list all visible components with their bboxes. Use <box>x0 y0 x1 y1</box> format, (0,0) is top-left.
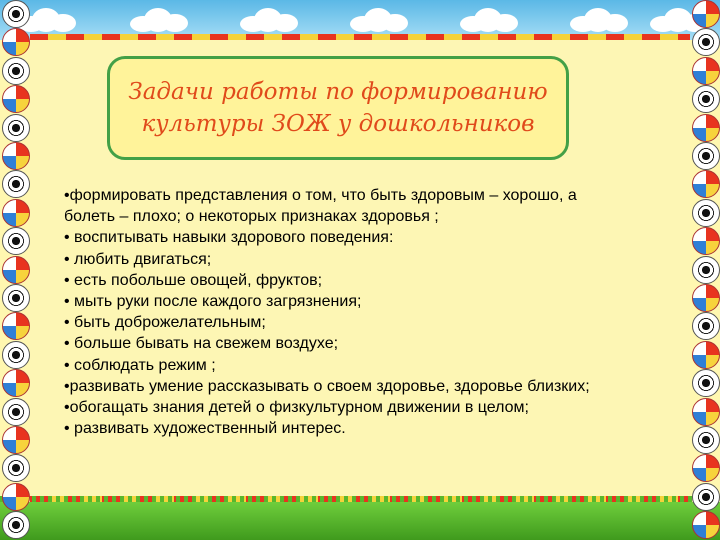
list-item: • соблюдать режим ; <box>64 356 216 374</box>
cloud-icon <box>240 6 300 32</box>
soccer-ball-icon <box>2 0 30 28</box>
beach-ball-icon <box>692 170 720 198</box>
beach-ball-icon <box>2 199 30 227</box>
cloud-icon <box>350 6 410 32</box>
list-item: болеть – плохо; о некоторых признаках здоровья ; <box>64 208 439 226</box>
beach-ball-icon <box>692 341 720 369</box>
soccer-ball-icon <box>692 85 720 113</box>
list-item: • любить двигаться; <box>64 250 212 268</box>
beach-ball-icon <box>692 511 720 539</box>
beach-ball-icon <box>692 284 720 312</box>
list-item: • воспитывать навыки здорового поведения: <box>64 229 394 247</box>
soccer-ball-icon <box>692 312 720 340</box>
beach-ball-icon <box>2 483 30 511</box>
beach-ball-icon <box>2 312 30 340</box>
right-ball-column <box>690 0 720 540</box>
soccer-ball-icon <box>692 426 720 454</box>
beach-ball-icon <box>2 369 30 397</box>
beach-ball-icon <box>2 142 30 170</box>
beach-ball-icon <box>692 398 720 426</box>
list-item: •развивать умение рассказывать о своем здоровье, здоровье близких; <box>64 377 590 395</box>
list-item: •формировать представления о том, что быть здоровым – хорошо, а <box>64 187 577 204</box>
soccer-ball-icon <box>2 511 30 539</box>
soccer-ball-icon <box>692 369 720 397</box>
soccer-ball-icon <box>2 398 30 426</box>
beach-ball-icon <box>692 0 720 28</box>
soccer-ball-icon <box>2 170 30 198</box>
beach-ball-icon <box>692 454 720 482</box>
soccer-ball-icon <box>2 227 30 255</box>
beach-ball-icon <box>692 114 720 142</box>
soccer-ball-icon <box>2 341 30 369</box>
beach-ball-icon <box>2 426 30 454</box>
title-box <box>107 56 569 160</box>
soccer-ball-icon <box>692 199 720 227</box>
cloud-icon <box>570 6 630 32</box>
title-line-2: культуры ЗОЖ у дошкольников <box>141 111 535 137</box>
list-item: • быть доброжелательным; <box>64 314 266 332</box>
cloud-icon <box>130 6 190 32</box>
cloud-icon <box>460 6 520 32</box>
left-ball-column <box>0 0 30 540</box>
list-item: • есть побольше овощей, фруктов; <box>64 271 323 289</box>
soccer-ball-icon <box>692 142 720 170</box>
top-stripe <box>30 34 690 40</box>
list-item: •обогащать знания детей о физкультурном движении в целом; <box>64 399 529 417</box>
beach-ball-icon <box>692 227 720 255</box>
soccer-ball-icon <box>692 483 720 511</box>
list-item: • больше бывать на свежем воздухе; <box>64 335 339 353</box>
soccer-ball-icon <box>692 28 720 56</box>
soccer-ball-icon <box>2 57 30 85</box>
title-line-1: Задачи работы по формированию <box>128 79 548 105</box>
beach-ball-icon <box>2 28 30 56</box>
list-item: • развивать художественный интерес. <box>64 420 346 438</box>
soccer-ball-icon <box>2 454 30 482</box>
task-list <box>64 185 684 439</box>
soccer-ball-icon <box>2 114 30 142</box>
soccer-ball-icon <box>2 284 30 312</box>
beach-ball-icon <box>2 85 30 113</box>
beach-ball-icon <box>692 57 720 85</box>
soccer-ball-icon <box>692 256 720 284</box>
beach-ball-icon <box>2 256 30 284</box>
grass <box>0 502 720 540</box>
list-item: • мыть руки после каждого загрязнения; <box>64 293 362 311</box>
